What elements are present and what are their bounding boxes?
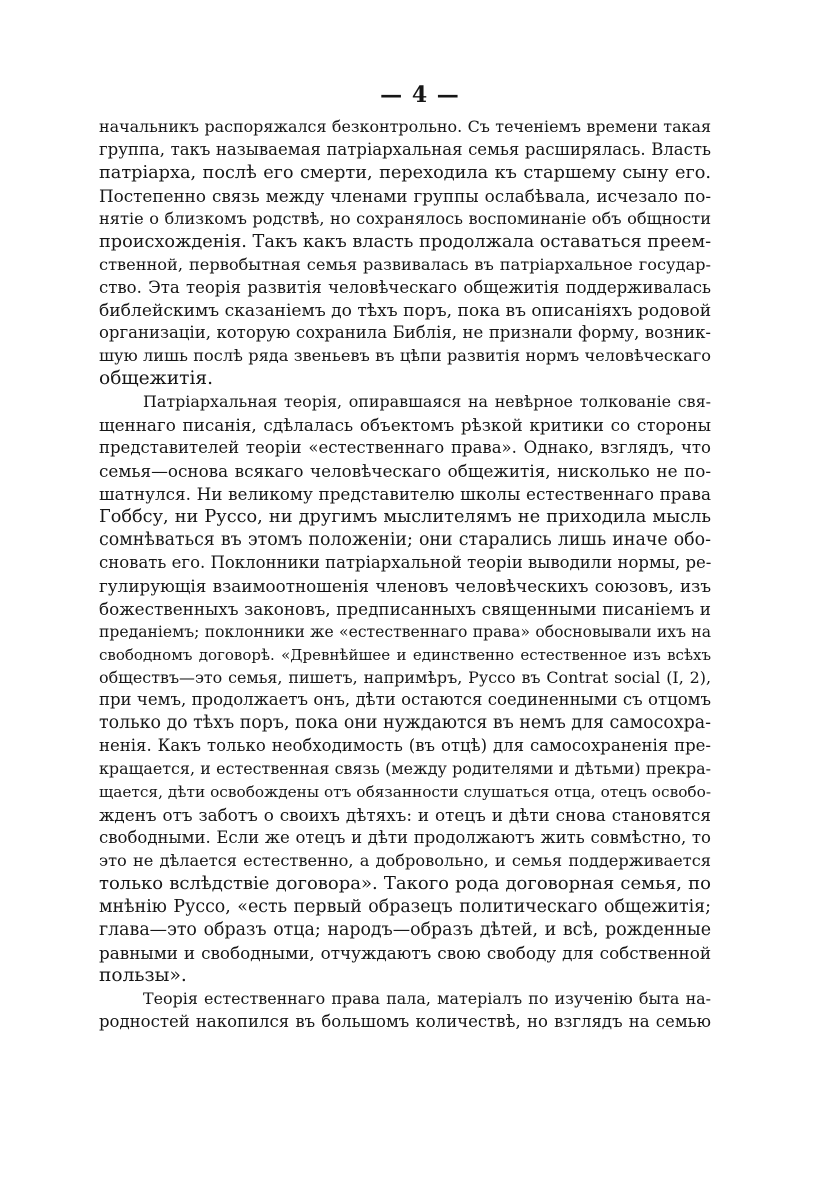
- text-line: глава—это образъ отца; народъ—образъ дѣтей, и всѣ, рожденные: [99, 919, 711, 940]
- text-line: щается, дѣти освобождены отъ обязанности слушаться отца, отецъ освобо-: [99, 783, 711, 802]
- text-line: группа, такъ называемая патріархальная семья расширялась. Власть: [99, 139, 711, 159]
- text-line: шатнулся. Ни великому представителю школы естественнаго права: [99, 484, 711, 504]
- text-line: семья—основа всякаго человѣческаго общежитія, нисколько не по-: [99, 461, 711, 482]
- text-line: шую лишь послѣ ряда звеньевъ въ цѣпи развитія нормъ человѣческаго: [99, 346, 711, 366]
- text-line: только до тѣхъ поръ, пока они нуждаются въ немъ для самосохра-: [99, 713, 711, 734]
- text-line: ство. Эта теорія развитія человѣческаго общежитія поддерживалась: [99, 277, 711, 297]
- text-line: ственной, первобытная семья развивалась въ патріархальное государ-: [99, 254, 711, 274]
- text-line: пользы».: [99, 964, 187, 986]
- text-line: Постепенно связь между членами группы ослабѣвала, исчезало по-: [99, 185, 711, 206]
- text-line: это не дѣлается естественно, а добровольно, и семья поддерживается: [99, 851, 711, 870]
- text-line: патріарха, послѣ его смерти, переходила къ старшему сыну его.: [99, 162, 711, 183]
- text-line: общежитія.: [99, 368, 214, 390]
- text-line: Гоббсу, ни Руссо, ни другимъ мыслителямъ не приходила мысль: [99, 506, 711, 527]
- text-line: жденъ отъ заботъ о своихъ дѣтяхъ: и отецъ и дѣти снова становятся: [99, 805, 711, 826]
- text-line: ненія. Какъ только необходимость (въ отцѣ) для самосохраненія пре-: [99, 736, 711, 756]
- text-line: щеннаго писанія, сдѣлалась объектомъ рѣзкой критики со стороны: [99, 415, 711, 436]
- text-line: кращается, и естественная связь (между родителями и дѣтьми) прекра-: [99, 759, 711, 779]
- text-line: преданіемъ; поклонники же «естественнаго права» обосновывали ихъ на: [99, 622, 711, 641]
- text-line: родностей накопился въ большомъ количествѣ, но взглядъ на семью: [99, 1011, 711, 1031]
- text-line: обществъ—это семья, пишетъ, напримѣръ, Руссо въ Contrat social (I, 2),: [99, 667, 711, 687]
- text-line: библейскимъ сказаніемъ до тѣхъ поръ, пока въ описаніяхъ родовой: [99, 300, 711, 321]
- text-line: Теорія естественнаго права пала, матеріалъ по изученію быта на-: [143, 988, 711, 1008]
- text-line: равными и свободными, отчуждаютъ свою свободу для собственной: [99, 942, 711, 963]
- text-line: происхожденія. Такъ какъ власть продолжала оставаться преем-: [99, 231, 711, 252]
- text-line: представителей теоріи «естественнаго права». Однако, взглядъ, что: [99, 438, 711, 458]
- text-line: свободными. Если же отецъ и дѣти продолжаютъ жить совмѣстно, то: [99, 828, 711, 848]
- text-line: нятіе о близкомъ родствѣ, но сохранялось воспоминаніе объ общности: [99, 208, 711, 228]
- text-line: гулирующія взаимоотношенія членовъ человѣческихъ союзовъ, изъ: [99, 575, 711, 596]
- page-number: — 4 —: [380, 82, 460, 108]
- text-line: мнѣнію Руссо, «есть первый образецъ политическаго общежитія;: [99, 896, 711, 917]
- text-line: при чемъ, продолжаетъ онъ, дѣти остаются соединенными съ отцомъ: [99, 690, 711, 710]
- text-line: сомнѣваться въ этомъ положеніи; они старались лишь иначе обо-: [99, 529, 711, 550]
- text-line: только вслѣдствіе договора». Такого рода договорная семья, по: [99, 872, 711, 894]
- text-line: организаціи, которую сохранила Библія, не признали форму, возник-: [99, 323, 711, 343]
- body-text: [99, 116, 711, 1034]
- text-line: сновать его. Поклонники патріархальной теоріи выводили нормы, ре-: [99, 552, 711, 572]
- text-line: свободномъ договорѣ. «Древнѣйшее и единственно естественное изъ всѣхъ: [99, 645, 711, 664]
- text-line: Патріархальная теорія, опиравшаяся на невѣрное толкованіе свя-: [143, 392, 711, 412]
- text-line: начальникъ распоряжался безконтрольно. Съ теченіемъ времени такая: [99, 117, 711, 136]
- text-line: божественныхъ законовъ, предписанныхъ священными писаніемъ и: [99, 598, 711, 619]
